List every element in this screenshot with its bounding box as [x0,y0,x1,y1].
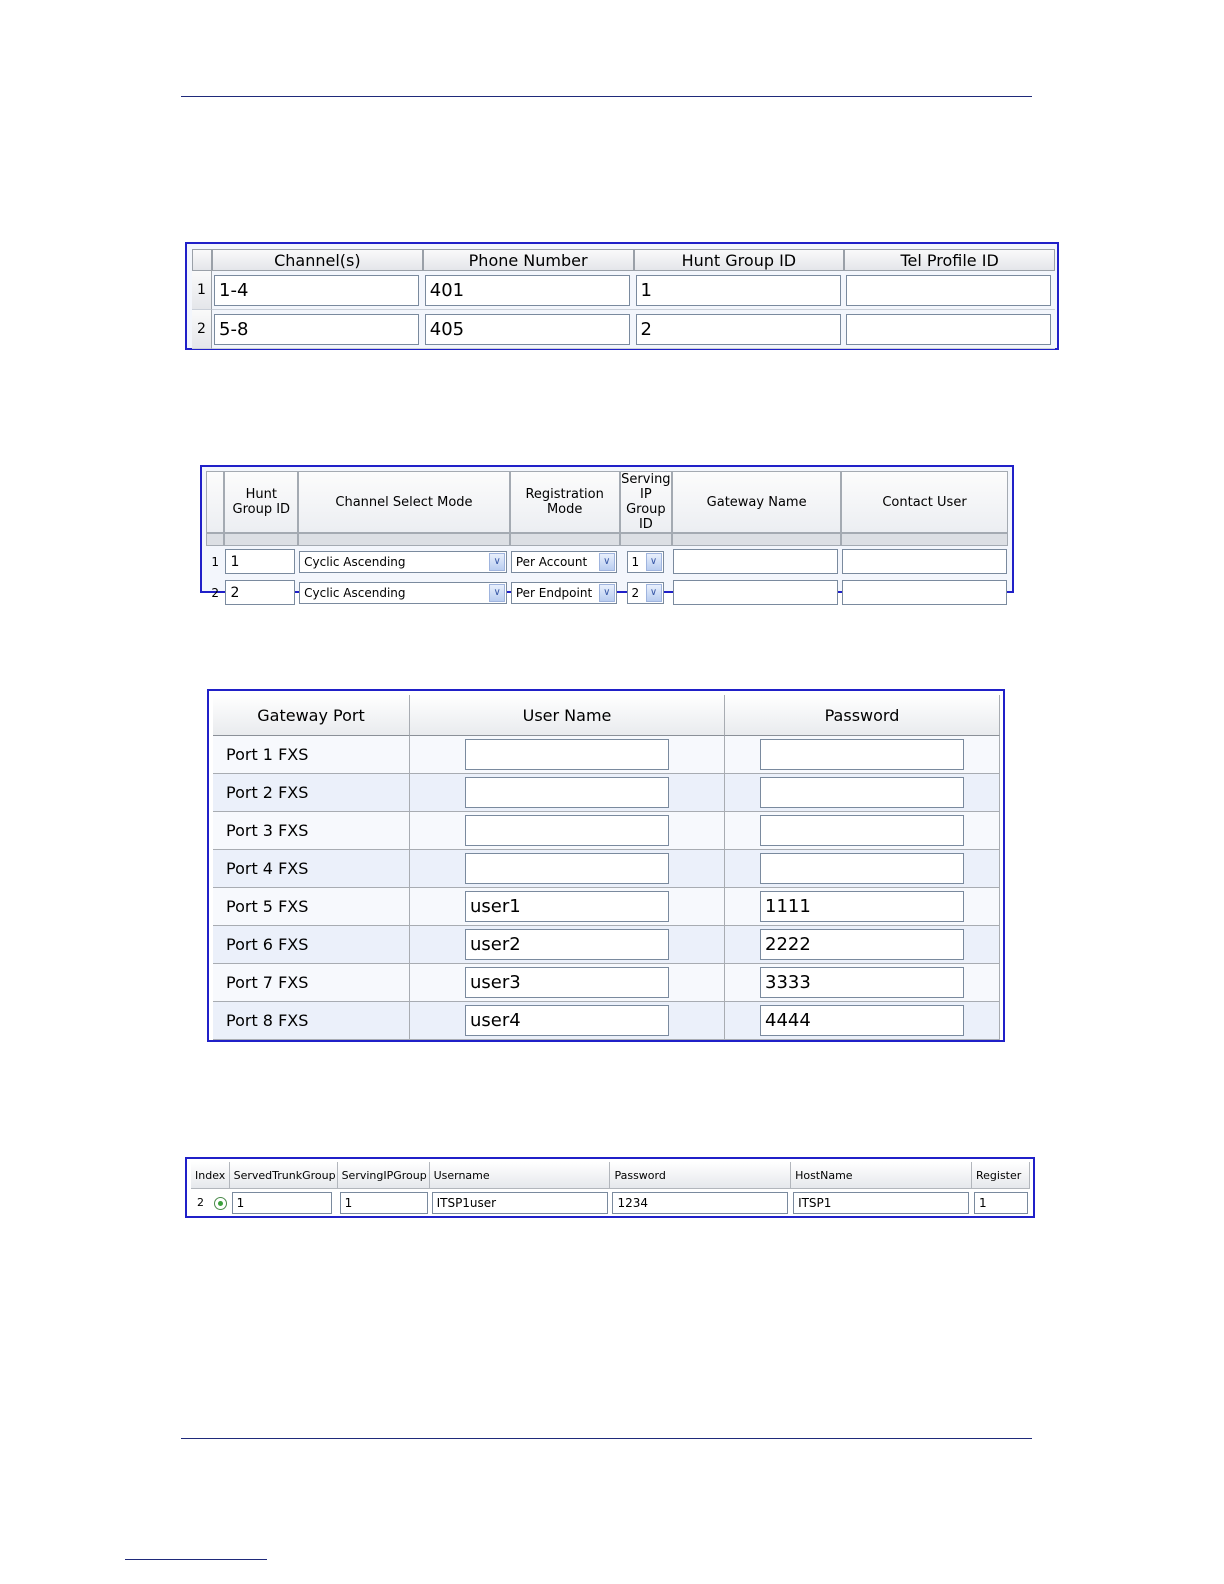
tel-profile-id-input[interactable] [846,275,1051,306]
user-name-header: User Name [410,695,725,736]
index-header [192,249,212,271]
gateway-port-label: Port 7 FXS [213,964,410,1002]
password-input[interactable] [760,967,964,998]
gateway-port-label: Port 8 FXS [213,1002,410,1040]
gateway-port-label: Port 3 FXS [213,812,410,850]
row-index: 2 [197,1196,204,1210]
table-row [213,774,1000,812]
hunt-group-id-header: Hunt Group ID [634,249,845,271]
register-header: Register [972,1162,1030,1189]
user-name-input[interactable] [465,739,669,770]
password-header: Password [725,695,1000,736]
contact-user-input[interactable] [842,580,1007,605]
table-row [213,812,1000,850]
chevron-down-icon[interactable]: ∨ [489,553,505,571]
gateway-port-label: Port 2 FXS [213,774,410,812]
user-name-input[interactable] [465,777,669,808]
table-row [191,1189,1030,1217]
row-index: 2 [192,310,212,349]
row-index: 2 [211,585,220,600]
password-input[interactable] [760,1005,964,1036]
hunt-group-id-input[interactable] [225,549,295,574]
gateway-name-input[interactable] [673,549,838,574]
serving-ip-group-header: ServingIPGroup [338,1162,430,1189]
account-table [191,1162,1030,1217]
serving-ip-group-header: Serving IP Group ID [621,472,671,532]
gateway-name-header: Gateway Name [672,471,841,533]
channels-input[interactable] [214,275,419,306]
phone-number-header: Phone Number [423,249,634,271]
hunt-group-id-input[interactable] [636,275,841,306]
user-name-input[interactable] [465,929,669,960]
gateway-port-label: Port 1 FXS [213,736,410,774]
table-row [213,964,1000,1002]
trunk-group-table-panel [185,242,1059,350]
hunt-group-id-header: Hunt Group ID [224,471,298,533]
serving-ip-group-select[interactable]: 1 ∨ [627,551,664,573]
gateway-port-label: Port 6 FXS [213,926,410,964]
registration-mode-select[interactable]: Per Endpoint ∨ [511,582,617,604]
served-trunk-group-input[interactable] [232,1192,332,1214]
hunt-group-settings-panel [200,465,1014,600]
gateway-port-label: Port 4 FXS [213,850,410,888]
username-input[interactable] [432,1192,608,1214]
username-header: Username [430,1162,611,1189]
user-name-input[interactable] [465,853,669,884]
register-input[interactable] [974,1192,1028,1214]
tel-profile-id-input[interactable] [846,314,1051,345]
served-trunk-group-header: ServedTrunkGroup [230,1162,338,1189]
channel-select-mode-select[interactable]: Cyclic Ascending ∨ [299,582,507,604]
hunt-group-id-input[interactable] [225,580,295,605]
chevron-down-icon[interactable]: ∨ [646,584,662,602]
trunk-group-table [192,249,1055,349]
row-index: 1 [192,271,212,310]
channels-header: Channel(s) [212,249,423,271]
chevron-down-icon[interactable]: ∨ [599,584,615,602]
authentication-table [213,695,1000,1040]
hunt-group-settings-table [206,471,1008,608]
gateway-port-header: Gateway Port [213,695,410,736]
serving-ip-group-select[interactable]: 2 ∨ [627,582,664,604]
user-name-input[interactable] [465,1005,669,1036]
phone-number-input[interactable] [425,314,630,345]
hostname-header: HostName [791,1162,972,1189]
table-row [206,546,1008,577]
table-row [192,271,1055,310]
serving-ip-group-input[interactable] [340,1192,428,1214]
channel-select-mode-select[interactable]: Cyclic Ascending ∨ [299,551,507,573]
hunt-group-id-input[interactable] [636,314,841,345]
row-select-radio[interactable] [214,1197,227,1210]
channel-select-mode-header: Channel Select Mode [298,471,510,533]
table-row [206,577,1008,608]
table-row [213,926,1000,964]
contact-user-header: Contact User [841,471,1008,533]
gateway-port-label: Port 5 FXS [213,888,410,926]
account-table-panel [185,1157,1035,1218]
password-input[interactable] [760,891,964,922]
phone-number-input[interactable] [425,275,630,306]
user-name-input[interactable] [465,815,669,846]
table-row [192,310,1055,349]
user-name-input[interactable] [465,891,669,922]
user-name-input[interactable] [465,967,669,998]
table-row [213,850,1000,888]
password-input[interactable] [612,1192,788,1214]
tel-profile-id-header: Tel Profile ID [844,249,1055,271]
password-header: Password [610,1162,791,1189]
row-index: 1 [211,554,220,569]
table-row [213,1002,1000,1040]
password-input[interactable] [760,929,964,960]
password-input[interactable] [760,853,964,884]
registration-mode-select[interactable]: Per Account ∨ [511,551,617,573]
authentication-panel [207,689,1005,1042]
footnote-rule [125,1559,267,1560]
table-row [213,888,1000,926]
registration-mode-header: Registration Mode [510,471,620,533]
gateway-name-input[interactable] [673,580,838,605]
index-header [206,471,224,533]
header-rule [181,96,1032,97]
chevron-down-icon[interactable]: ∨ [599,553,615,571]
chevron-down-icon[interactable]: ∨ [489,584,505,602]
password-input[interactable] [760,739,964,770]
password-input[interactable] [760,777,964,808]
hostname-input[interactable] [793,1192,969,1214]
footer-rule [181,1438,1032,1439]
password-input[interactable] [760,815,964,846]
row-index-cell [191,1189,230,1217]
table-row [213,736,1000,774]
contact-user-input[interactable] [842,549,1007,574]
chevron-down-icon[interactable]: ∨ [646,553,662,571]
index-header: Index [191,1162,230,1189]
channels-input[interactable] [214,314,419,345]
